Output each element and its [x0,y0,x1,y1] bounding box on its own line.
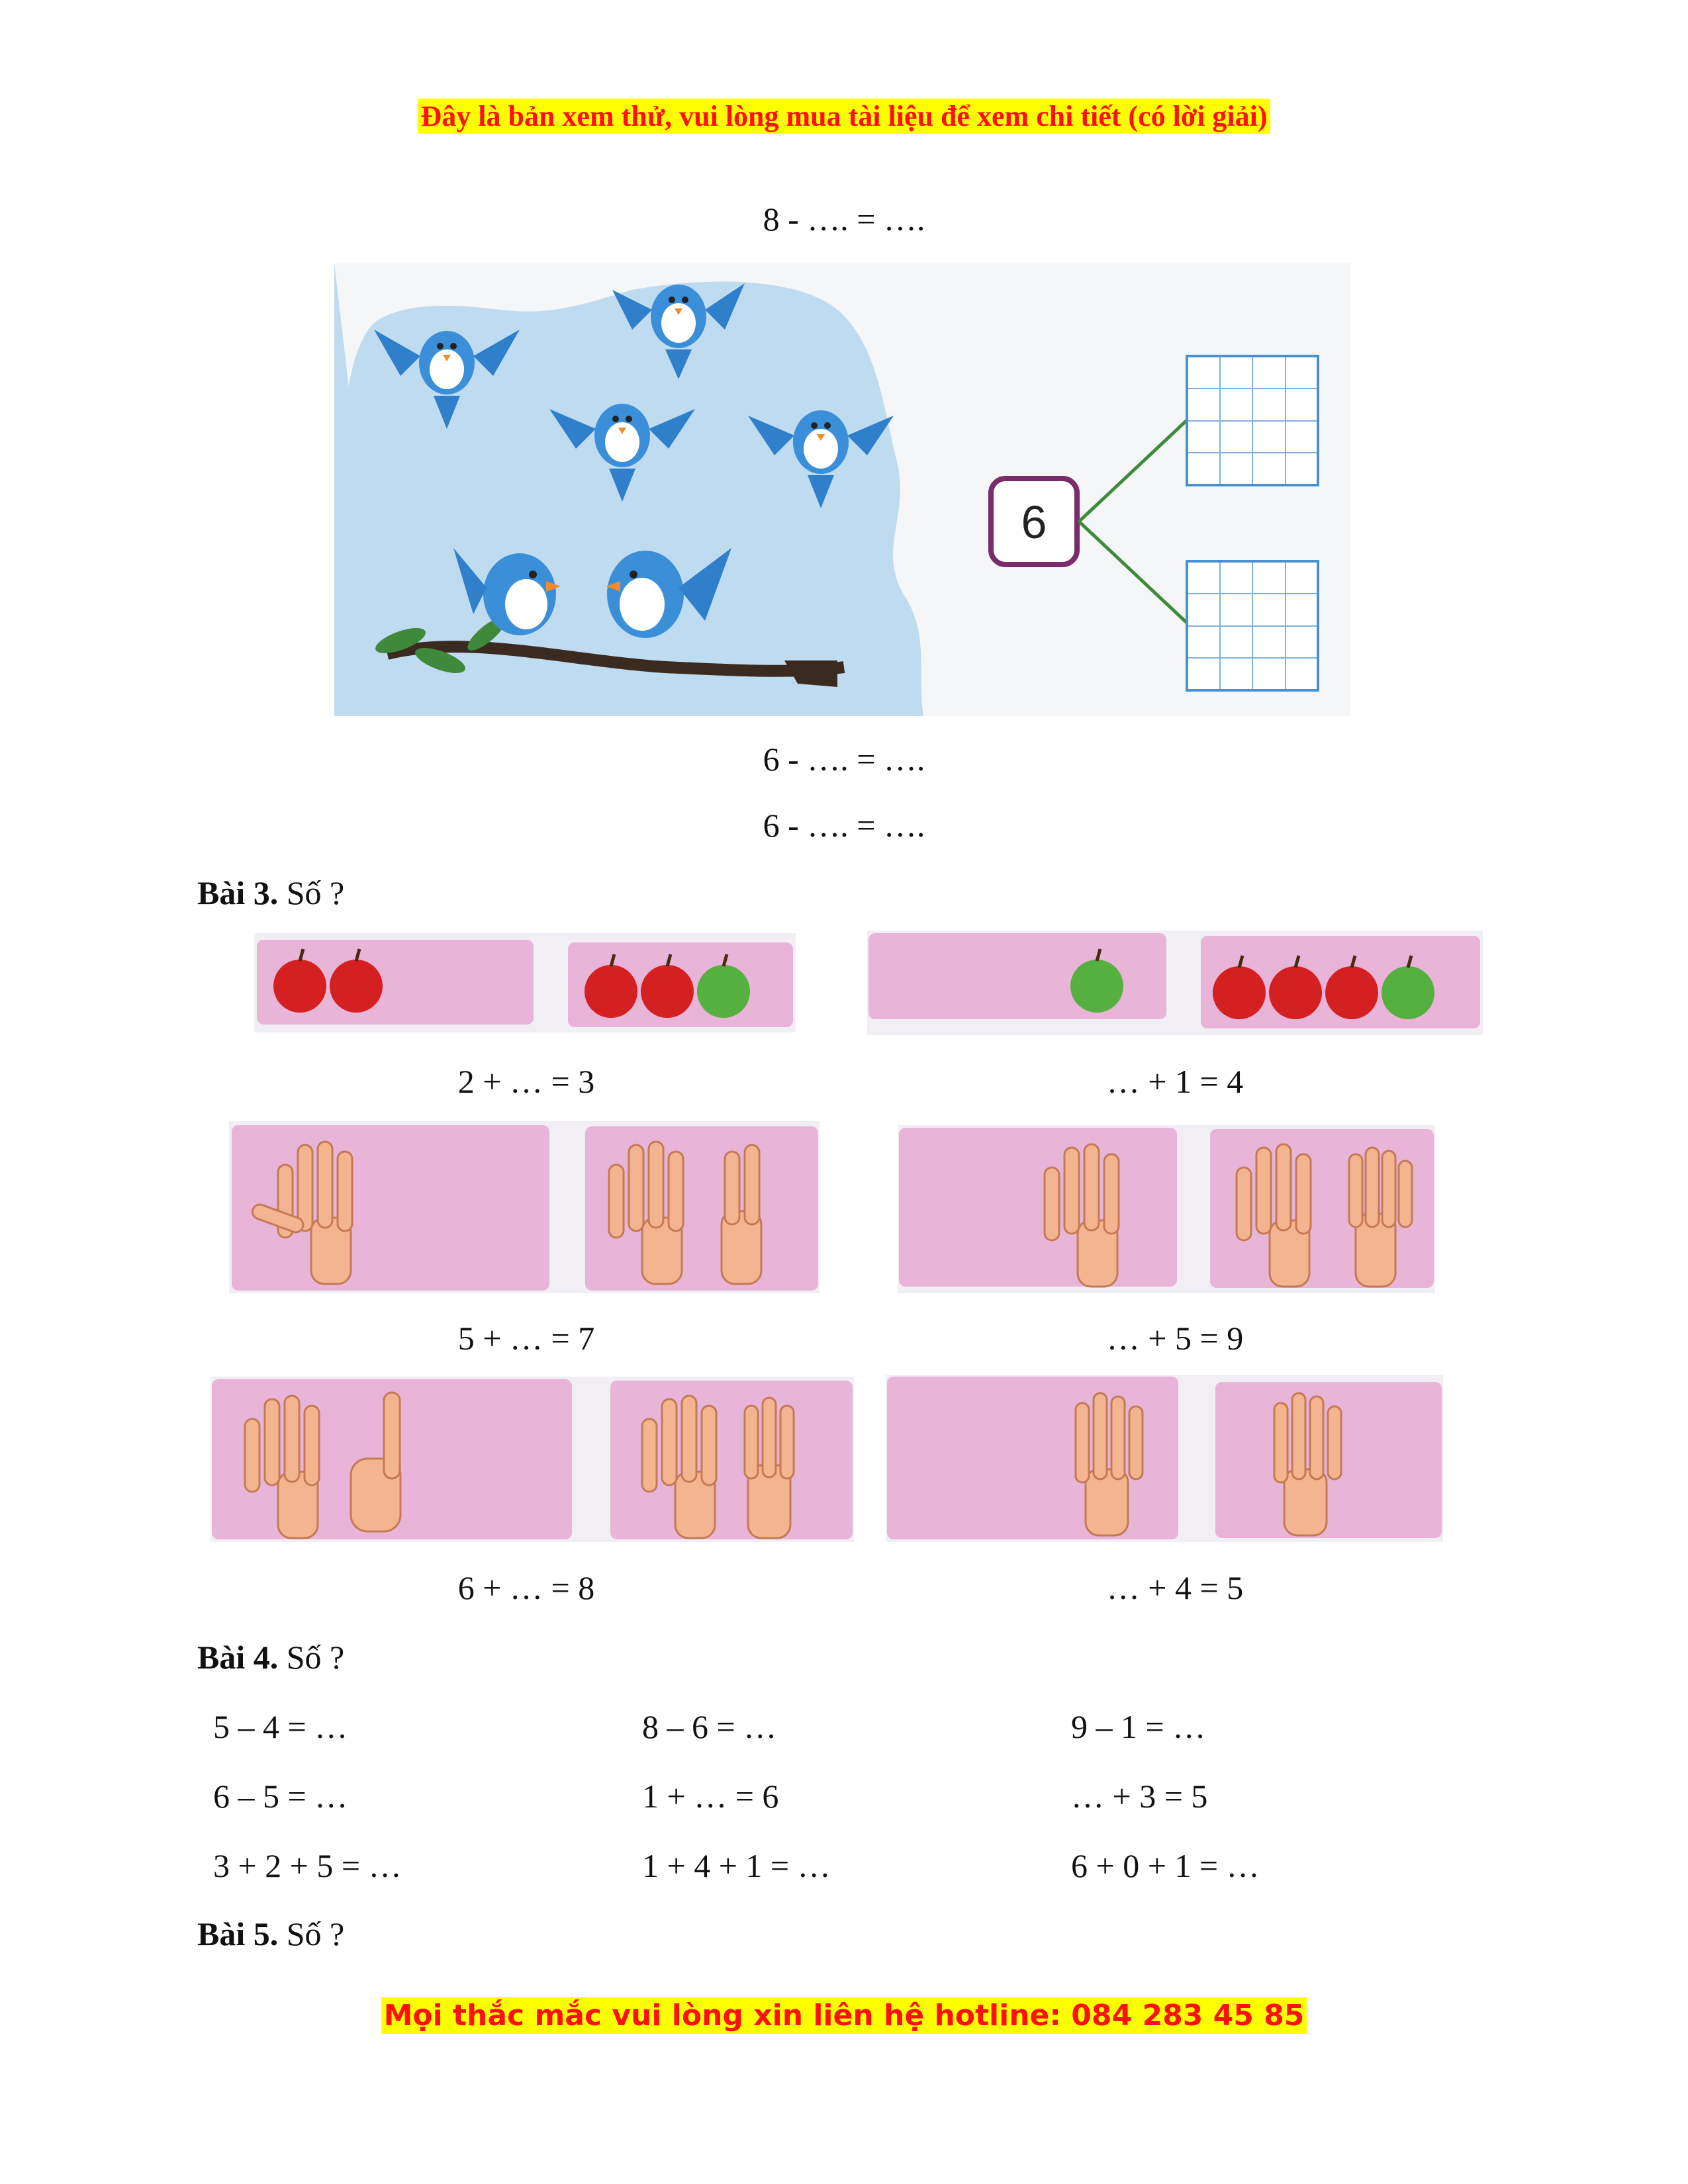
birds-scene-svg [334,263,1350,716]
hand-icon [1237,1144,1311,1287]
branch-line-top [1079,419,1188,522]
exercise-3-heading [197,874,344,912]
hand-four-fingers-icon [1349,1148,1412,1287]
hands-right-svg-2 [887,1377,1443,1542]
equation-apples-right: … + 1 = 4 [1106,1063,1244,1100]
hand-icon [642,1396,716,1538]
exercise-4-item: 1 + … = 6 [642,1778,779,1815]
exercise-4-prompt: Số ? [286,1639,345,1676]
exercise-3-prompt: Số ? [286,874,345,911]
exercise-5-heading [197,1915,344,1953]
equation-hands-left-1: 5 + … = 7 [457,1320,595,1357]
hand-three-fingers-icon [745,1398,794,1538]
hand-four-fingers-icon [1076,1393,1143,1535]
hotline-notice: Mọi thắc mắc vui lòng xin liên hệ hotline: 084 283 45 85 [0,1999,1688,2032]
exercise-4-item: 3 + 2 + 5 = … [213,1847,402,1884]
exercise-4-item: … + 3 = 5 [1071,1778,1208,1815]
hands-right-svg-1 [899,1128,1435,1293]
green-apple-icon [1070,949,1123,1013]
exercise-3-label: Bài 3. [197,874,279,911]
equation-6-minus-2: 6 - …. = …. [763,807,925,844]
exercise-4-item: 1 + 4 + 1 = … [642,1847,831,1884]
preview-notice: Đây là bản xem thử, vui lòng mua tài liệu để xem chi tiết (có lời giải) [0,99,1688,133]
red-apple-icon [1269,956,1322,1019]
diagram-number: 6 [1021,496,1047,548]
exercise-4-heading [197,1638,344,1676]
exercise-4-item: 9 – 1 = … [1071,1708,1206,1745]
equation-apples-left: 2 + … = 3 [457,1063,595,1100]
branch-line-bottom [1079,522,1188,624]
green-apple-icon [697,954,750,1018]
exercise-5-label: Bài 5. [197,1915,279,1952]
exercise-4-label: Bài 4. [197,1639,279,1676]
equation-hands-right-2: … + 4 = 5 [1106,1569,1244,1606]
equation-hands-left-2: 6 + … = 8 [457,1569,595,1606]
hand-two-fingers-icon [722,1145,761,1284]
equation-hands-right-1: … + 5 = 9 [1106,1320,1244,1357]
red-apple-icon [1325,956,1378,1019]
red-apple-icon [330,949,383,1013]
hand-one-finger-icon [351,1392,400,1531]
exercise-4-item: 8 – 6 = … [642,1708,777,1745]
red-apple-icon [585,954,637,1018]
birds-illustration [334,263,1350,716]
hand-four-fingers-icon [1274,1393,1341,1535]
equation-8-minus: 8 - …. = …. [763,201,925,238]
hand-icon [1045,1144,1119,1287]
green-apple-icon [1382,956,1434,1019]
hand-icon [609,1142,683,1284]
exercise-4-item: 5 – 4 = … [213,1708,348,1745]
apples-right-svg [868,933,1484,1032]
answer-grid-top [1187,356,1318,485]
exercise-4-item: 6 + 0 + 1 = … [1071,1847,1260,1884]
red-apple-icon [1213,956,1266,1019]
answer-grid-bottom [1187,561,1318,690]
hands-left-svg-1 [232,1125,821,1291]
hand-icon [245,1396,319,1538]
equation-6-minus-1: 6 - …. = …. [763,741,925,778]
exercise-5-prompt: Số ? [286,1915,345,1952]
hands-left-svg-2 [212,1379,854,1545]
exercise-4-item: 6 – 5 = … [213,1778,348,1815]
red-apple-icon [273,949,326,1013]
red-apple-icon [641,954,694,1018]
hand-icon [250,1142,352,1284]
apples-left-svg [257,940,800,1032]
